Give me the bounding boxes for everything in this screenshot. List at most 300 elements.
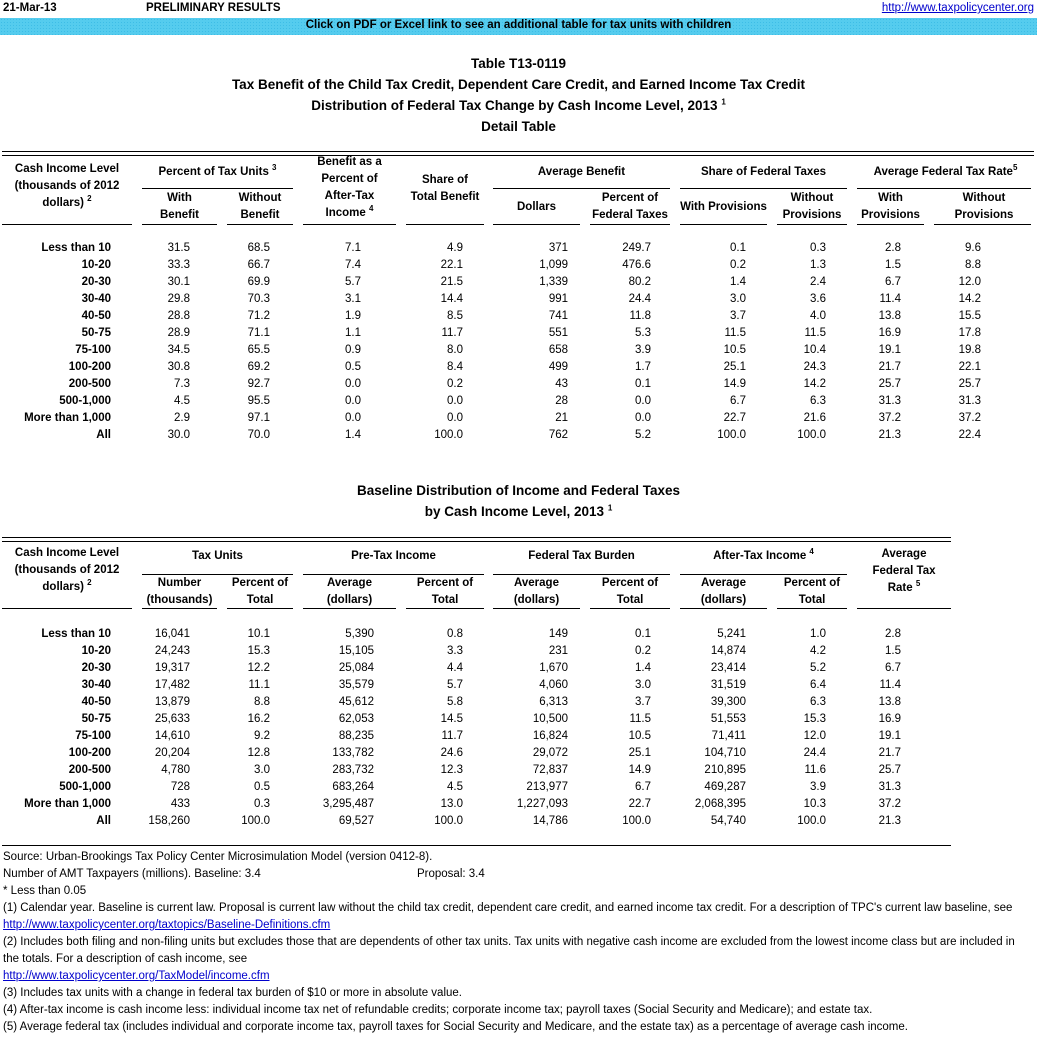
table-cell: 31,519: [710, 679, 746, 691]
table-cell: 0.3: [810, 242, 826, 254]
table-cell: 25.7: [878, 764, 901, 776]
table-cell: 9.6: [965, 242, 981, 254]
table-cell: 371: [548, 242, 568, 254]
rule: [777, 608, 847, 609]
row-label: Less than 10: [41, 628, 111, 640]
table-cell: 3.7: [730, 310, 746, 322]
table-cell: 25,633: [154, 713, 190, 725]
table-cell: 16.9: [878, 327, 901, 339]
table-cell: 71,411: [711, 730, 746, 742]
table-cell: 39,300: [710, 696, 746, 708]
t1-header-pct-federal-taxes: Percent of Federal Taxes: [592, 192, 668, 221]
table-cell: 28: [555, 395, 568, 407]
table-cell: 21.3: [878, 429, 901, 441]
rule: [227, 224, 293, 225]
table-cell: 11.4: [879, 679, 901, 691]
table-cell: 0.5: [345, 361, 361, 373]
row-label: 75-100: [75, 344, 111, 356]
table-cell: 5,390: [345, 628, 374, 640]
table-cell: 7.1: [345, 242, 361, 254]
table-cell: 7.4: [345, 259, 361, 271]
table-cell: 24.4: [628, 293, 651, 305]
table-cell: 3.9: [635, 344, 651, 356]
rule: [857, 608, 951, 609]
table-cell: 19.1: [878, 344, 901, 356]
table-cell: 11.1: [248, 679, 270, 691]
table-cell: 31.3: [878, 781, 901, 793]
status-label: PRELIMINARY RESULTS: [146, 2, 281, 14]
row-label: More than 1,000: [24, 412, 111, 424]
table-cell: 97.1: [247, 412, 270, 424]
footnote-4: (4) After-tax income is cash income less: individual income tax net of refundable credits; corporate income tax; payroll taxes (Social Security and Medicare); and estate tax.: [3, 1004, 873, 1016]
table-cell: 0.8: [447, 628, 463, 640]
table-cell: 24.4: [803, 747, 826, 759]
table-cell: 231: [548, 645, 568, 657]
row-label: 200-500: [68, 764, 111, 776]
table-cell: 5.7: [345, 276, 361, 288]
table-cell: 10.5: [628, 730, 651, 742]
table-cell: 658: [548, 344, 568, 356]
table-cell: 19.8: [958, 344, 981, 356]
table-cell: 5.7: [447, 679, 463, 691]
table-cell: 11.5: [724, 327, 746, 339]
table-cell: 683,264: [332, 781, 374, 793]
t1-header-avg-fed-tax-rate: Average Federal Tax Rate$^5$: [873, 163, 1018, 178]
table-cell: 31.5: [167, 242, 190, 254]
table-cell: 283,732: [332, 764, 374, 776]
table-cell: 33.3: [167, 259, 190, 271]
table-cell: 0.2: [635, 645, 651, 657]
row-label: 20-30: [81, 276, 111, 288]
rule: [590, 224, 670, 225]
table-cell: 4.5: [447, 781, 463, 793]
table-cell: 37.2: [878, 798, 901, 810]
table-cell: 158,260: [148, 815, 190, 827]
rule: [857, 188, 1031, 189]
table-cell: 16,041: [154, 628, 190, 640]
rule: [227, 608, 293, 609]
table-cell: 19,317: [154, 662, 190, 674]
table-cell: 69.2: [247, 361, 270, 373]
table-cell: 4.4: [447, 662, 463, 674]
table-cell: 30.1: [167, 276, 190, 288]
row-label: 10-20: [81, 645, 111, 657]
table-cell: 15.3: [247, 645, 270, 657]
table-cell: 14,786: [532, 815, 568, 827]
row-label: 100-200: [68, 361, 111, 373]
row-label: 50-75: [81, 713, 111, 725]
table-cell: 100.0: [241, 815, 270, 827]
table-cell: 12.3: [440, 764, 463, 776]
table-cell: 31.3: [878, 395, 901, 407]
table-cell: 7.3: [174, 378, 190, 390]
table-cell: 14.9: [628, 764, 651, 776]
t1-header-income-level: Cash Income Level (thousands of 2012 dollars) $^2$: [14, 163, 120, 209]
table-cell: 4,780: [161, 764, 190, 776]
table-cell: 5.8: [447, 696, 463, 708]
table-cell: 0.1: [635, 378, 651, 390]
table-cell: 25.7: [878, 378, 901, 390]
banner-text: Click on PDF or Excel link to see an additional table for tax units with children: [305, 19, 732, 31]
table-cell: 762: [548, 429, 568, 441]
t1-header-without-provisions: Without Provisions: [782, 192, 842, 221]
table-cell: 210,895: [704, 764, 746, 776]
table-cell: 14,610: [154, 730, 190, 742]
table-cell: 70.0: [247, 429, 270, 441]
table-cell: 4,060: [539, 679, 568, 691]
table-cell: 11.8: [629, 310, 651, 322]
t2-header-avg-dollars-c: Average (dollars): [700, 577, 747, 606]
table-cell: 476.6: [622, 259, 651, 271]
table-cell: 15.3: [803, 713, 826, 725]
table-cell: 0.0: [345, 378, 361, 390]
table-cell: 213,977: [526, 781, 568, 793]
table-cell: 4.2: [810, 645, 826, 657]
row-label: 20-30: [81, 662, 111, 674]
table-cell: 12.0: [958, 276, 981, 288]
rule: [303, 608, 396, 609]
amt-note: Number of AMT Taxpayers (millions). Baseline: 3.4 Proposal: 3.4: [3, 868, 485, 880]
table-cell: 14,874: [710, 645, 746, 657]
table-cell: 69.9: [247, 276, 270, 288]
table-cell: 21.7: [878, 361, 901, 373]
table1-title: [0, 53, 1037, 137]
table-cell: 21.3: [878, 815, 901, 827]
table-subtitle: Distribution of Federal Tax Change by Cash Income Level, 2013 $^1$: [311, 97, 726, 113]
table-cell: 15.5: [958, 310, 981, 322]
table-cell: 24.3: [803, 361, 826, 373]
t1-header-average-benefit: Average Benefit: [537, 166, 626, 178]
table-cell: 88,235: [338, 730, 374, 742]
row-label: More than 1,000: [24, 798, 111, 810]
table-cell: 43: [555, 378, 568, 390]
table-cell: 15,105: [338, 645, 374, 657]
table-cell: 991: [548, 293, 568, 305]
table-cell: 249.7: [622, 242, 651, 254]
site-link[interactable]: http://www.taxpolicycenter.org: [881, 2, 1034, 14]
table-cell: 3,295,487: [322, 798, 374, 810]
table-cell: 100.0: [434, 815, 463, 827]
table-cell: 16,824: [532, 730, 568, 742]
table-cell: 3.0: [730, 293, 746, 305]
table-cell: 92.7: [247, 378, 270, 390]
table-cell: 28.9: [167, 327, 190, 339]
table-cell: 13,879: [154, 696, 190, 708]
table-cell: 22.1: [958, 361, 981, 373]
table-cell: 95.5: [247, 395, 270, 407]
table-cell: 13.8: [878, 310, 901, 322]
table-cell: 45,612: [338, 696, 374, 708]
table-cell: 10.3: [803, 798, 826, 810]
footnote-5: (5) Average federal tax (includes individual and corporate income tax, payroll taxes for Social Security and Medicare, and the estate tax) as a percentage of average cash income.: [3, 1021, 908, 1033]
table-cell: 2.8: [885, 628, 901, 640]
table-cell: 1,339: [539, 276, 568, 288]
table-cell: 3.9: [810, 781, 826, 793]
t2-header-avg-dollars-a: Average (dollars): [326, 577, 373, 606]
table-cell: 65.5: [247, 344, 270, 356]
cash-income-link[interactable]: http://www.taxpolicycenter.org/TaxModel/income.cfm: [3, 970, 270, 982]
t1-header-without-benefit: Without Benefit: [238, 192, 282, 221]
table-cell: 0.0: [447, 412, 463, 424]
table-cell: 6.7: [635, 781, 651, 793]
t2-header-fed-tax-burden: Federal Tax Burden: [528, 550, 635, 562]
table-cell: 1.3: [810, 259, 826, 271]
table-cell: 37.2: [958, 412, 981, 424]
table-cell: 37.2: [878, 412, 901, 424]
table-kind: Detail Table: [481, 119, 556, 134]
less-than-note: * Less than 0.05: [3, 885, 87, 897]
table-cell: 21.7: [878, 747, 901, 759]
footnote-3: (3) Includes tax units with a change in federal tax burden of $10 or more in absolute value.: [3, 987, 462, 999]
t2-header-avg-dollars-b: Average (dollars): [513, 577, 560, 606]
table-cell: 1,099: [539, 259, 568, 271]
table-cell: 499: [548, 361, 568, 373]
rule: [493, 188, 670, 189]
table-cell: 35,579: [338, 679, 374, 691]
table-cell: 0.2: [730, 259, 746, 271]
table-cell: 10,500: [532, 713, 568, 725]
table-cell: 149: [548, 628, 568, 640]
info-banner: [0, 18, 1037, 35]
table-cell: 100.0: [797, 429, 826, 441]
t1-header-rate-with: With Provisions: [861, 192, 920, 221]
table-cell: 8.8: [965, 259, 981, 271]
table-cell: 8.0: [447, 344, 463, 356]
table-cell: 25.1: [723, 361, 746, 373]
table-cell: 3.0: [254, 764, 270, 776]
table-cell: 19.1: [878, 730, 901, 742]
table-cell: 29,072: [532, 747, 568, 759]
table-cell: 6.3: [810, 395, 826, 407]
t1-header-with-provisions: With Provisions: [680, 201, 767, 213]
table-cell: 0.0: [635, 412, 651, 424]
table-cell: 1.9: [345, 310, 361, 322]
table-cell: 0.2: [447, 378, 463, 390]
t2-header-after-tax-income: After-Tax Income $^4$: [713, 547, 814, 562]
table-cell: 16.2: [247, 713, 270, 725]
row-label: 75-100: [75, 730, 111, 742]
table-cell: 0.0: [345, 412, 361, 424]
rule: [493, 608, 580, 609]
table-cell: 14.2: [803, 378, 826, 390]
table-cell: 3.6: [810, 293, 826, 305]
rule: [406, 224, 484, 225]
t1-header-share-total-benefit: Share of Total Benefit: [410, 174, 480, 203]
table-cell: 0.3: [254, 798, 270, 810]
table-cell: 8.8: [254, 696, 270, 708]
row-label: 30-40: [81, 679, 111, 691]
t2-header-avg-fed-tax-rate: Average Federal Tax Rate $^5$: [872, 548, 936, 594]
table-cell: 5.2: [635, 429, 651, 441]
table-cell: 2.8: [885, 242, 901, 254]
rule: [857, 224, 924, 225]
table-cell: 28.8: [167, 310, 190, 322]
t2-header-pct-total-c: Percent of Total: [601, 577, 659, 606]
table-cell: 100.0: [434, 429, 463, 441]
rule: [303, 224, 396, 225]
table-cell: 1.0: [810, 628, 826, 640]
table-cell: 6,313: [539, 696, 568, 708]
rule: [2, 224, 132, 225]
table-cell: 13.0: [440, 798, 463, 810]
table-cell: 469,287: [704, 781, 746, 793]
t1-header-benefit-pct-after-tax: Benefit as a Percent of After-Tax Income $^4$: [317, 156, 382, 219]
source-note: Source: Urban-Brookings Tax Policy Center Microsimulation Model (version 0412-8).: [3, 851, 433, 863]
t2-header-pct-total-b: Percent of Total: [416, 577, 474, 606]
table-cell: 133,782: [332, 747, 374, 759]
table-cell: 16.9: [878, 713, 901, 725]
table-cell: 6.3: [810, 696, 826, 708]
table-cell: 5,241: [717, 628, 746, 640]
table-cell: 12.2: [247, 662, 270, 674]
row-label: 40-50: [81, 310, 111, 322]
table-cell: 71.1: [247, 327, 270, 339]
table-cell: 10.1: [247, 628, 270, 640]
table-cell: 4.0: [810, 310, 826, 322]
table-cell: 24,243: [154, 645, 190, 657]
footnote-2: (2) Includes both filing and non-filing units but excludes those that are dependents of other tax units. Tax units with negative cash income are excluded from the lowest income class but are included in the totals. For a description of cash income, see: [3, 936, 1015, 965]
table-cell: 0.9: [345, 344, 361, 356]
table-cell: 29.8: [167, 293, 190, 305]
row-label: Less than 10: [41, 242, 111, 254]
table-cell: 5.2: [810, 662, 826, 674]
row-label: 10-20: [81, 259, 111, 271]
rule: [2, 608, 132, 609]
table-cell: 54,740: [710, 815, 746, 827]
row-label: 200-500: [68, 378, 111, 390]
table-cell: 11.4: [879, 293, 901, 305]
table-cell: 1.5: [885, 259, 901, 271]
table-cell: 1.7: [635, 361, 651, 373]
table-cell: 25.1: [628, 747, 651, 759]
table-cell: 2,068,395: [694, 798, 746, 810]
table-cell: 30.8: [167, 361, 190, 373]
rule: [142, 608, 217, 609]
rule: [680, 188, 847, 189]
table-cell: 4.9: [447, 242, 463, 254]
table-cell: 68.5: [247, 242, 270, 254]
table-cell: 100.0: [622, 815, 651, 827]
table-cell: 23,414: [710, 662, 746, 674]
table-cell: 2.4: [810, 276, 826, 288]
rule: [590, 608, 670, 609]
table-cell: 72,837: [532, 764, 568, 776]
row-label: All: [96, 429, 111, 441]
table-cell: 10.4: [803, 344, 826, 356]
table-cell: 14.9: [723, 378, 746, 390]
table-cell: 21.5: [440, 276, 463, 288]
table-cell: 12.8: [247, 747, 270, 759]
table-cell: 80.2: [628, 276, 651, 288]
t2-header-pct-total-a: Percent of Total: [231, 577, 289, 606]
table-cell: 14.5: [440, 713, 463, 725]
table-cell: 34.5: [167, 344, 190, 356]
table-cell: 1,670: [539, 662, 568, 674]
table-cell: 433: [170, 798, 190, 810]
t1-header-pct-tax-units: Percent of Tax Units $^3$: [158, 163, 277, 178]
rule: [680, 224, 767, 225]
table-cell: 17,482: [154, 679, 190, 691]
table-cell: 71.2: [247, 310, 270, 322]
table-cell: 11.5: [804, 327, 826, 339]
row-label: All: [96, 815, 111, 827]
table-cell: 11.6: [804, 764, 826, 776]
row-label: 50-75: [81, 327, 111, 339]
table-cell: 24.6: [440, 747, 463, 759]
table2-top-rule: [2, 537, 951, 542]
table-cell: 51,553: [710, 713, 746, 725]
rule: [777, 224, 847, 225]
table-cell: 6.7: [730, 395, 746, 407]
table-cell: 1.1: [345, 327, 361, 339]
table-cell: 1.4: [635, 662, 651, 674]
table-cell: 0.5: [254, 781, 270, 793]
table-cell: 21.6: [803, 412, 826, 424]
t2-header-number: Number (thousands): [146, 577, 213, 606]
rule: [142, 188, 293, 189]
table-cell: 70.3: [247, 293, 270, 305]
footnote-1: (1) Calendar year. Baseline is current law. Proposal is current law without the child tax credit, dependent care credit, and earned income tax credit. For a description of TPC's current law baseline, see: [3, 902, 1013, 914]
table-title: Tax Benefit of the Child Tax Credit, Dependent Care Credit, and Earned Income Tax Credit: [231, 77, 806, 92]
rule: [142, 224, 217, 225]
table-cell: 69,527: [338, 815, 374, 827]
table-cell: 22.1: [440, 259, 463, 271]
table1-top-rule: [2, 151, 1034, 156]
rule: [680, 608, 767, 609]
table-cell: 3.1: [345, 293, 361, 305]
table-cell: 728: [170, 781, 190, 793]
table-cell: 0.0: [345, 395, 361, 407]
t2-header-pre-tax-income: Pre-Tax Income: [351, 550, 436, 562]
table-cell: 1.4: [730, 276, 746, 288]
table-cell: 6.7: [885, 276, 901, 288]
table-cell: 741: [548, 310, 568, 322]
table2-title: Baseline Distribution of Income and Federal Taxes by Cash Income Level, 2013 $^1$: [356, 483, 681, 519]
row-label: 500-1,000: [59, 781, 111, 793]
row-label: 30-40: [81, 293, 111, 305]
table-cell: 100.0: [717, 429, 746, 441]
table-cell: 62,053: [338, 713, 374, 725]
table-cell: 31.3: [958, 395, 981, 407]
rule: [406, 608, 484, 609]
table-cell: 0.0: [635, 395, 651, 407]
t1-header-with-benefit: With Benefit: [160, 192, 199, 221]
row-label: 100-200: [68, 747, 111, 759]
table-cell: 10.5: [723, 344, 746, 356]
table-cell: 5.3: [635, 327, 651, 339]
table-cell: 22.4: [958, 429, 981, 441]
row-label: 500-1,000: [59, 395, 111, 407]
table-cell: 11.7: [441, 327, 463, 339]
t1-header-dollars: Dollars: [517, 201, 556, 213]
row-label: 40-50: [81, 696, 111, 708]
t1-header-rate-without: Without Provisions: [954, 192, 1014, 221]
table-cell: 1.4: [345, 429, 361, 441]
table-cell: 0.1: [730, 242, 746, 254]
baseline-definitions-link[interactable]: http://www.taxpolicycenter.org/taxtopics/Baseline-Definitions.cfm: [3, 919, 331, 931]
table-cell: 11.5: [629, 713, 651, 725]
rule: [493, 224, 580, 225]
table-cell: 0.1: [635, 628, 651, 640]
table-cell: 6.7: [885, 662, 901, 674]
table-cell: 3.0: [635, 679, 651, 691]
t2-header-pct-total-d: Percent of Total: [783, 577, 841, 606]
t1-header-share-federal-taxes: Share of Federal Taxes: [700, 166, 827, 178]
table-cell: 0.0: [447, 395, 463, 407]
table-cell: 22.7: [628, 798, 651, 810]
table-cell: 25.7: [958, 378, 981, 390]
table-cell: 30.0: [167, 429, 190, 441]
